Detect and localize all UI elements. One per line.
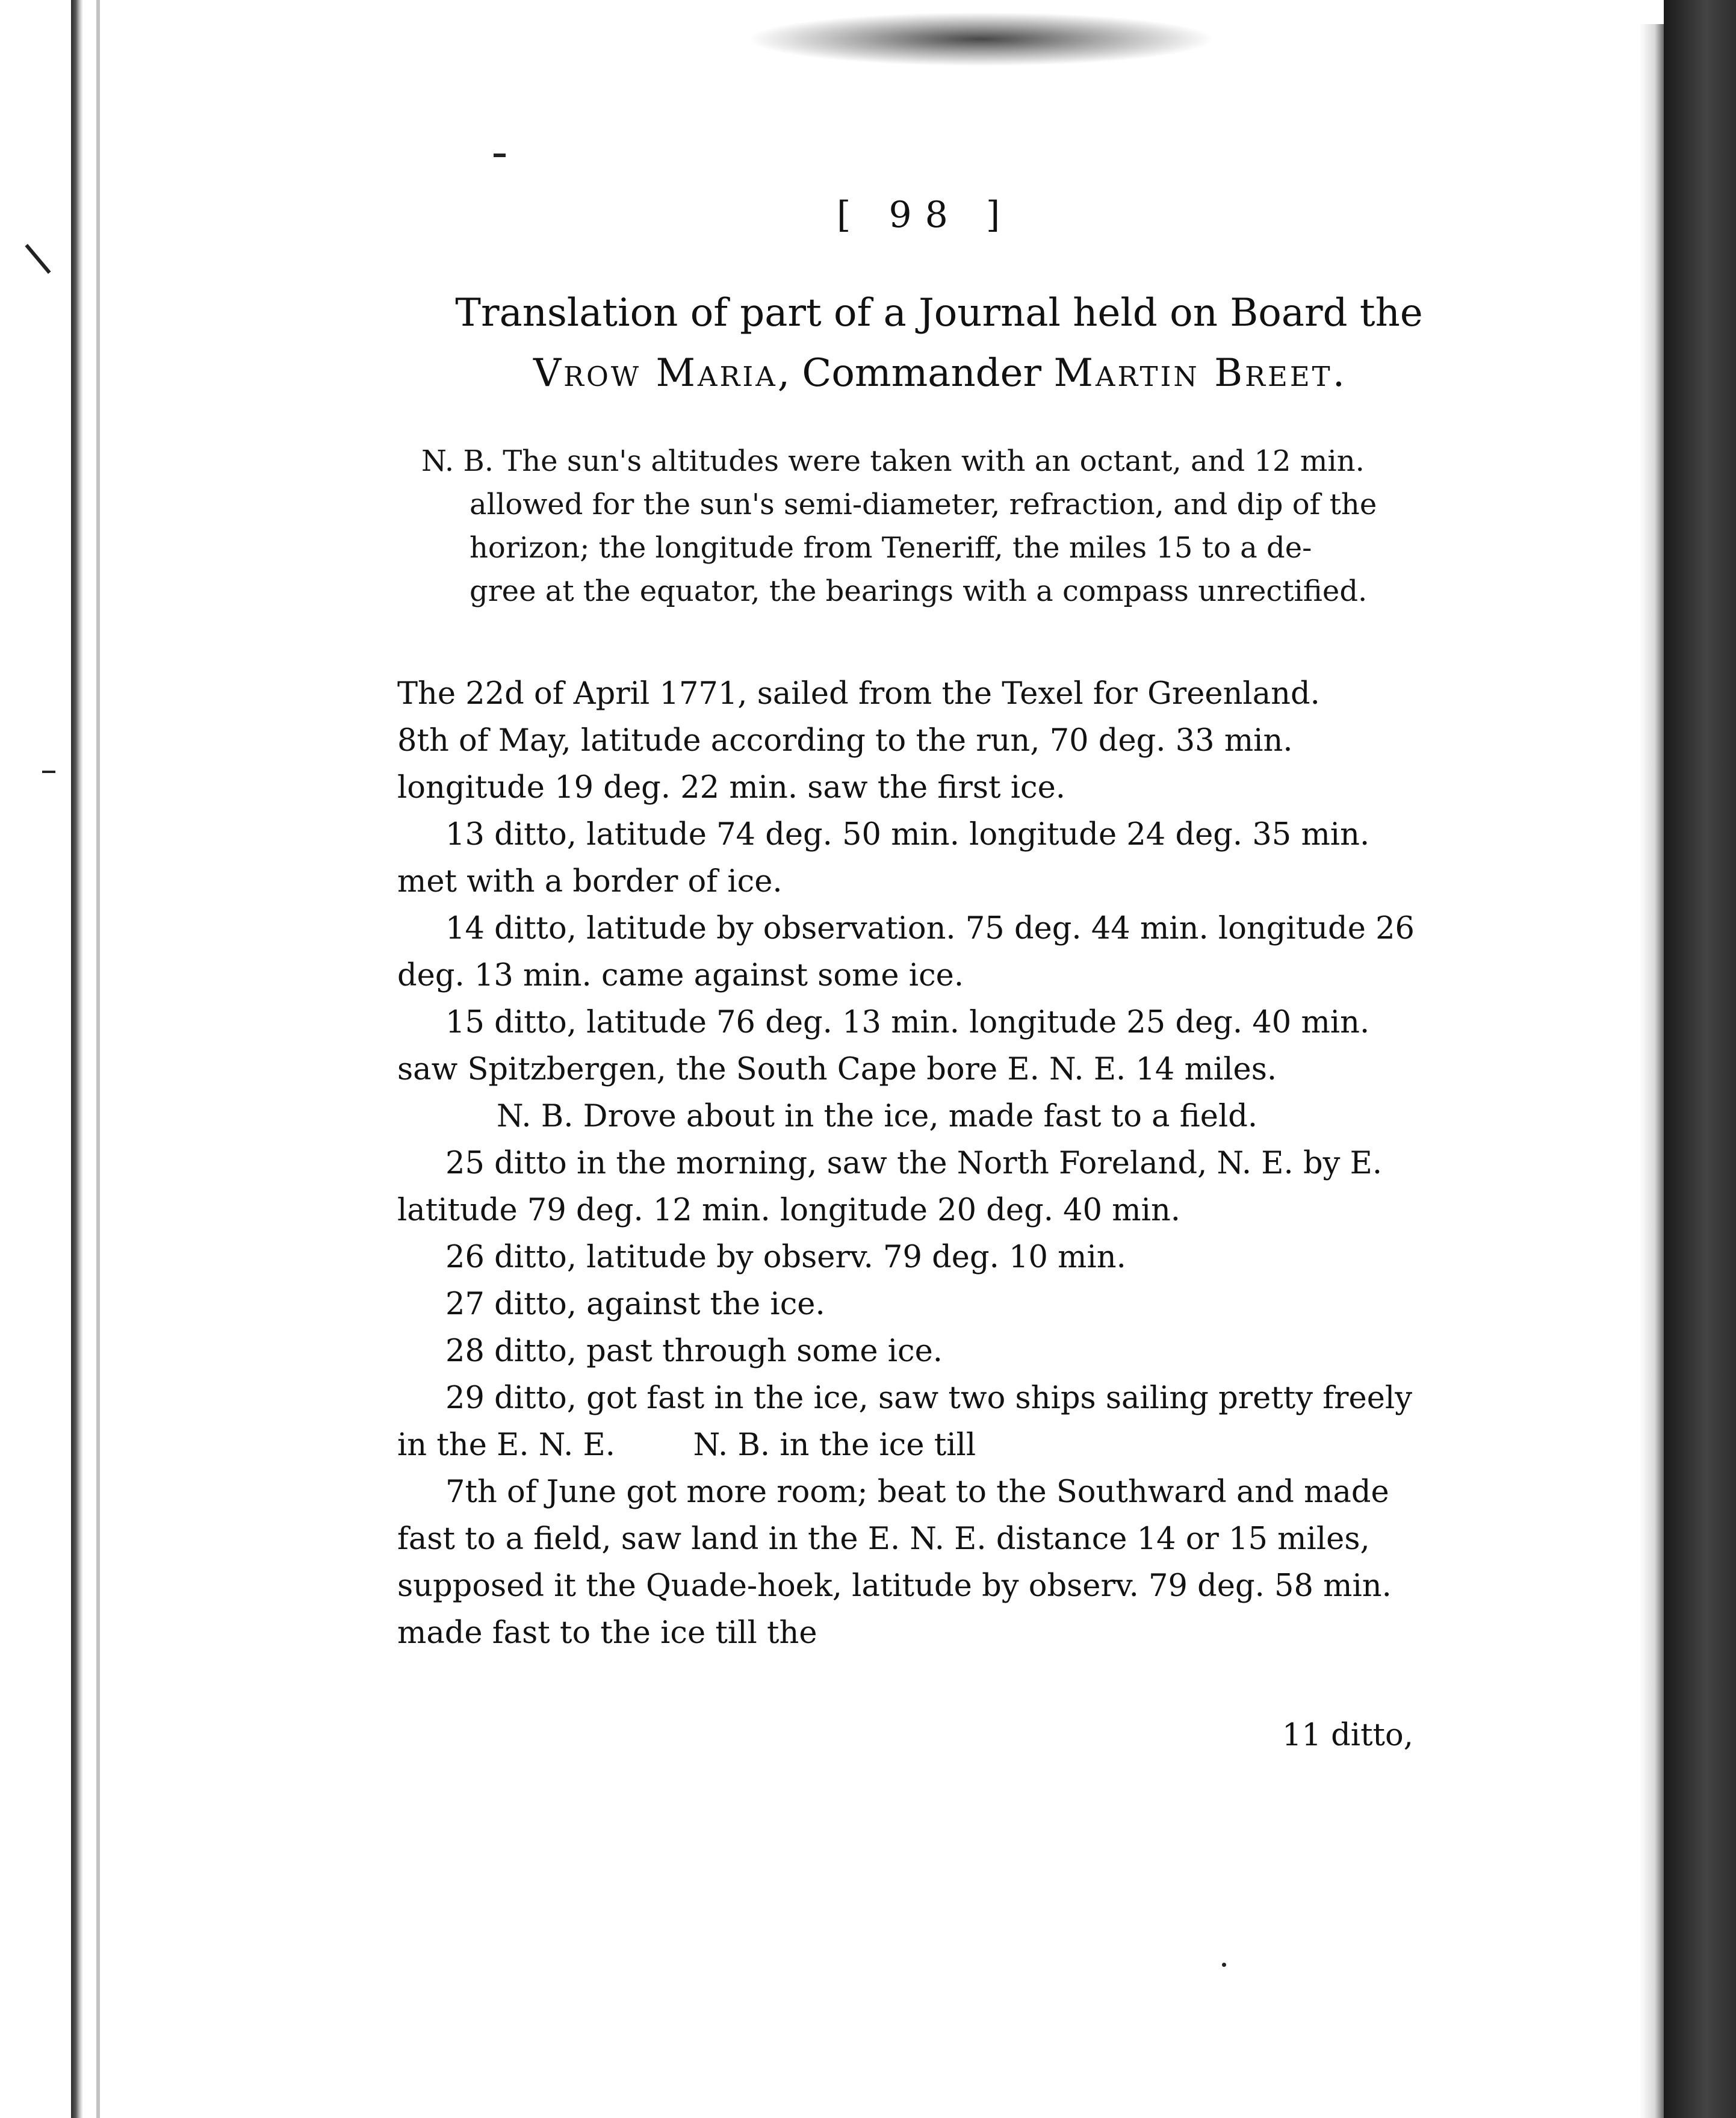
binding-edge	[71, 0, 83, 2118]
title-connector: , Commander	[777, 351, 1054, 396]
journal-line: 15 ditto, latitude 76 deg. 13 min. longitude 25 deg. 40 min.	[445, 1005, 1370, 1040]
journal-line: 7th of June got more room; beat to the Southward and made	[445, 1474, 1389, 1510]
journal-line: latitude 79 deg. 12 min. longitude 20 deg. 40 min.	[397, 1193, 1180, 1228]
journal-line: longitude 19 deg. 22 min. saw the first ice.	[397, 770, 1065, 806]
journal-line: The 22d of April 1771, sailed from the Texel for Greenland.	[397, 676, 1320, 712]
journal-line: N. B. Drove about in the ice, made fast to a field.	[497, 1099, 1258, 1134]
scan-speck	[494, 154, 506, 157]
page-title	[421, 283, 1457, 403]
right-page-shadow	[1640, 24, 1664, 2118]
scan-speck	[1222, 1963, 1226, 1967]
journal-line: supposed it the Quade-hoek, latitude by observ. 79 deg. 58 min.	[397, 1568, 1392, 1604]
journal-line: 29 ditto, got fast in the ice, saw two ships sailing pretty freely	[445, 1380, 1413, 1416]
journal-line: deg. 13 min. came against some ice.	[397, 958, 964, 993]
journal-line: 13 ditto, latitude 74 deg. 50 min. longitude 24 deg. 35 min.	[445, 817, 1370, 852]
journal-line: made fast to the ice till the	[397, 1615, 817, 1651]
scan-speck	[42, 771, 55, 773]
ink-smudge	[746, 12, 1216, 66]
journal-entries	[397, 662, 1457, 1657]
page-edge-line	[96, 0, 100, 2118]
journal-line: fast to a field, saw land in the E. N. E. distance 14 or 15 miles,	[397, 1521, 1370, 1557]
ship-name: Vrow Maria	[533, 351, 778, 396]
note-line: horizon; the longitude from Teneriff, the miles 15 to a de-	[470, 531, 1312, 565]
journal-line: 26 ditto, latitude by observ. 79 deg. 10 min.	[445, 1240, 1126, 1275]
note-line: N. B. The sun's altitudes were taken with an octant, and 12 min.	[421, 444, 1365, 478]
title-line-1: Translation of part of a Journal held on Board the	[455, 291, 1423, 335]
page-number: [ 98 ]	[837, 194, 1014, 236]
journal-line: 25 ditto in the morning, saw the North Foreland, N. E. by E.	[445, 1146, 1383, 1181]
title-period: .	[1332, 351, 1345, 396]
commander-name: Martin Breet	[1053, 351, 1333, 396]
right-scan-border	[1664, 0, 1736, 2118]
journal-line: saw Spitzbergen, the South Cape bore E. N. E. 14 miles.	[397, 1052, 1277, 1087]
note-line: allowed for the sun's semi-diameter, refraction, and dip of the	[470, 488, 1377, 521]
journal-line: 14 ditto, latitude by observation. 75 deg. 44 min. longitude 26	[445, 911, 1415, 946]
catchword: 11 ditto,	[1282, 1718, 1413, 1753]
note-line: gree at the equator, the bearings with a compass unrectified.	[470, 574, 1368, 608]
journal-line: 27 ditto, against the ice.	[445, 1287, 825, 1322]
journal-line: 8th of May, latitude according to the run, 70 deg. 33 min.	[397, 723, 1293, 759]
journal-line: in the E. N. E. N. B. in the ice till	[397, 1427, 976, 1463]
left-margin	[0, 0, 71, 2118]
journal-line: 28 ditto, past through some ice.	[445, 1334, 943, 1369]
title-line-2	[421, 343, 1457, 403]
note-paragraph	[421, 439, 1445, 613]
journal-line: met with a border of ice.	[397, 864, 783, 899]
